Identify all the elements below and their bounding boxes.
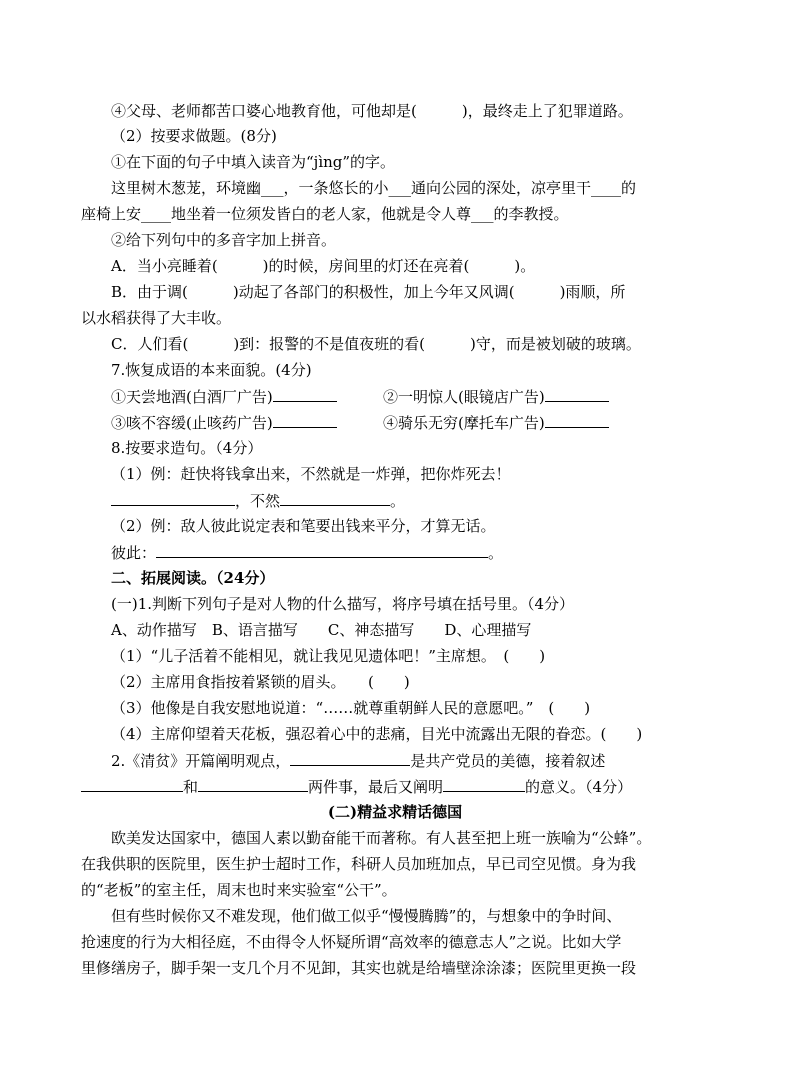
answer-blank[interactable] xyxy=(545,386,609,402)
passage-line: 但有些时候你又不难发现，他们做工似乎“慢慢腾腾”的，与想象中的争时间、 xyxy=(111,907,622,925)
passage-line: 在我供职的医院里，医生护士超时工作，科研人员加班加点，早已司空见惯。身为我 xyxy=(81,855,637,873)
question-line: A．当小亮睡着( )的时候，房间里的灯还在亮着( )。 xyxy=(111,257,536,275)
answer-blank[interactable] xyxy=(81,776,183,792)
options-line: A、动作描写 B、语言描写 C、神态描写 D、心理描写 xyxy=(111,621,532,639)
answer-blank[interactable] xyxy=(545,412,609,428)
idiom-item: ②一明惊人(眼镜店广告) xyxy=(383,386,609,407)
question-heading: （2）按要求做题。(8分) xyxy=(111,127,277,145)
question-line: （1）“儿子活着不能相见，就让我见见遗体吧！”主席想。 ( ) xyxy=(111,647,546,665)
answer-blank[interactable] xyxy=(111,490,235,506)
passage-line: 抢速度的行为大相径庭，不由得令人怀疑所谓“高效率的德意志人”之说。比如大学 xyxy=(81,933,622,951)
question-line: B．由于调( )动起了各部门的积极性，加上今年又风调( )雨顺，所 xyxy=(111,283,626,301)
idiom-item: ①天尝地酒(白酒厂广告) xyxy=(111,386,337,407)
sentence-blank-line: 彼此： 。 xyxy=(111,544,504,562)
question-line: （4）主席仰望着天花板，强忍着心中的悲痛，目光中流露出无限的眷恋。( ) xyxy=(111,725,643,743)
question-line: ④父母、老师都苦口婆心地教育他，可他却是( )，最终走上了犯罪道路。 xyxy=(111,102,633,120)
question-line: ①在下面的句子中填入读音为“jìng”的字。 xyxy=(111,153,396,171)
question-line: 以水稻获得了大丰收。 xyxy=(81,309,232,327)
sentence-blank-line: ，不然 。 xyxy=(111,490,405,511)
answer-blank[interactable] xyxy=(273,412,337,428)
passage-title: (二)精益求精话德国 xyxy=(327,803,463,821)
question-line: （1）例：赶快将钱拿出来，不然就是一炸弹，把你炸死去！ xyxy=(111,465,511,483)
question-line: （2）主席用食指按着紧锁的眉头。 ( ) xyxy=(111,673,410,691)
idiom-item: ③咳不容缓(止咳药广告) xyxy=(111,412,337,433)
fill-blank-line: 2.《清贫》开篇阐明观点， 是共产党员的美德，接着叙述 xyxy=(111,752,606,770)
question-line: C．人们看( )到：报警的不是值夜班的看( )守，而是被划破的玻璃。 xyxy=(111,335,641,353)
fill-blank-line: 和 两件事，最后又阐明 的意义。（4分） xyxy=(81,776,632,797)
question-heading: 8.按要求造句。（4分） xyxy=(111,439,263,457)
question-line: 座椅上安____地坐着一位须发皆白的老人家，他就是令人尊___的李教授。 xyxy=(81,205,569,223)
answer-blank[interactable] xyxy=(156,542,488,558)
answer-blank[interactable] xyxy=(280,490,390,506)
question-line: (一)1.判断下列句子是对人物的什么描写，将序号填在括号里。（4分） xyxy=(111,595,575,613)
passage-line: 的“老板”的室主任，周末也时来实验室“公干”。 xyxy=(81,881,397,899)
question-heading: 7.恢复成语的本来面貌。(4分) xyxy=(111,361,312,379)
question-line: 这里树木葱茏，环境幽___，一条悠长的小___通向公园的深处，凉亭里干____的 xyxy=(111,179,637,197)
idiom-item: ④骑乐无穷(摩托车广告) xyxy=(383,412,609,433)
section-title: 二、拓展阅读。（24分） xyxy=(111,569,275,587)
question-line: （3）他像是自我安慰地说道：“……就尊重朝鲜人民的意愿吧。” ( ) xyxy=(111,699,591,717)
answer-blank[interactable] xyxy=(290,750,410,766)
answer-blank[interactable] xyxy=(198,776,308,792)
question-line: ②给下列句中的多音字加上拼音。 xyxy=(111,231,337,249)
question-line: （2）例：敌人彼此说定表和笔要出钱来平分，才算无话。 xyxy=(111,517,496,535)
passage-line: 欧美发达国家中，德国人素以勤奋能干而著称。有人甚至把上班一族喻为“公蜂”。 xyxy=(111,829,652,847)
answer-blank[interactable] xyxy=(443,776,525,792)
answer-blank[interactable] xyxy=(273,386,337,402)
passage-line: 里修缮房子，脚手架一支几个月不见卸，其实也就是给墙壁涂涂漆；医院里更换一段 xyxy=(81,959,637,977)
